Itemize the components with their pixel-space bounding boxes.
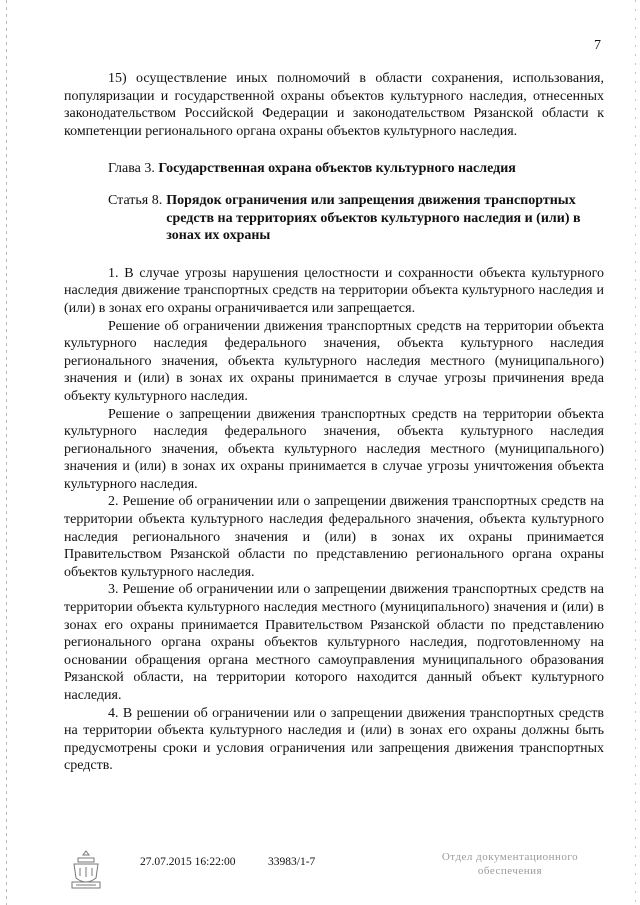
document-body xyxy=(64,70,604,775)
paragraph-1-prohibition: Решение о запрещении движения транспортных средств на территории объекта культурного наследия федерального значения, объекта культурного наследия регионального значения, объекта культурного наследия местного (муниципального) значения и (или) в зонах их охраны принимается в случае угрозы уничтожения объекта культурного наследия. xyxy=(64,406,604,492)
scan-edge-left xyxy=(6,0,7,905)
department-stamp xyxy=(430,850,590,878)
article-title: Порядок ограничения или запрещения движения транспортных средств на территориях объектов культурного наследия и (или) в зонах их охраны xyxy=(166,192,581,244)
coat-of-arms-icon xyxy=(66,848,106,892)
stamp-line-1: Отдел документационного xyxy=(441,851,579,863)
page-footer xyxy=(0,838,640,898)
article-heading xyxy=(108,192,604,245)
chapter-label: Глава 3. xyxy=(108,161,155,177)
footer-datetime: 27.07.2015 16:22:00 xyxy=(140,856,236,868)
paragraph-15: 15) осуществление иных полномочий в области сохранения, использования, популяризации и государственной охраны объектов культурного наследия, отнесенных законодательством Российской Федерации и законодательством Рязанской области к компетенции регионального органа охраны объектов культурного наследия. xyxy=(64,71,604,139)
paragraph-1: 1. В случае угрозы нарушения целостности и сохранности объекта культурного наследия движение транспортных средств на территории объекта культурного наследия и (или) в зонах его охраны ограничивается или запрещается. xyxy=(64,265,604,316)
page-number: 7 xyxy=(594,38,601,53)
article-label: Статья 8. xyxy=(108,192,163,208)
paragraph-3: 3. Решение об ограничении или о запрещении движения транспортных средств на территории объекта культурного наследия местного (муниципального) значения и (или) в зонах его охраны принимается Правительством Рязанской области по представлению регионального органа охраны объектов культурного наследия, подготовленному на основании обращения органа местного самоуправления муниципального образования Рязанской области, на территории которого находится данный объект культурного наследия. xyxy=(64,582,604,703)
paragraph-2: 2. Решение об ограничении или о запрещении движения транспортных средств на территории объекта культурного наследия федерального значения, объекта культурного наследия регионального значения и (или) в зонах их охраны принимается Правительством Рязанской области по представлению регионального органа охраны объектов культурного наследия. xyxy=(64,494,604,580)
chapter-title: Государственная охрана объектов культурного наследия xyxy=(158,161,516,177)
paragraph-1-restriction: Решение об ограничении движения транспортных средств на территории объекта культурного наследия федерального значения, объекта культурного наследия регионального значения, объекта культурного наследия местного (муниципального) значения и (или) в зонах их охраны принимается в случае угрозы причинения вреда объекту культурного наследия. xyxy=(64,318,604,404)
paragraph-4: 4. В решении об ограничении или о запрещении движения транспортных средств на территории объекта культурного наследия и (или) в зонах его охраны должны быть предусмотрены сроки и условия ограничения или запрещения движения транспортных средств. xyxy=(64,705,604,774)
stamp-line-2: обеспечения xyxy=(477,865,543,877)
chapter-heading xyxy=(108,160,604,178)
scan-edge-right xyxy=(635,0,636,905)
footer-doc-number: 33983/1-7 xyxy=(268,856,316,868)
